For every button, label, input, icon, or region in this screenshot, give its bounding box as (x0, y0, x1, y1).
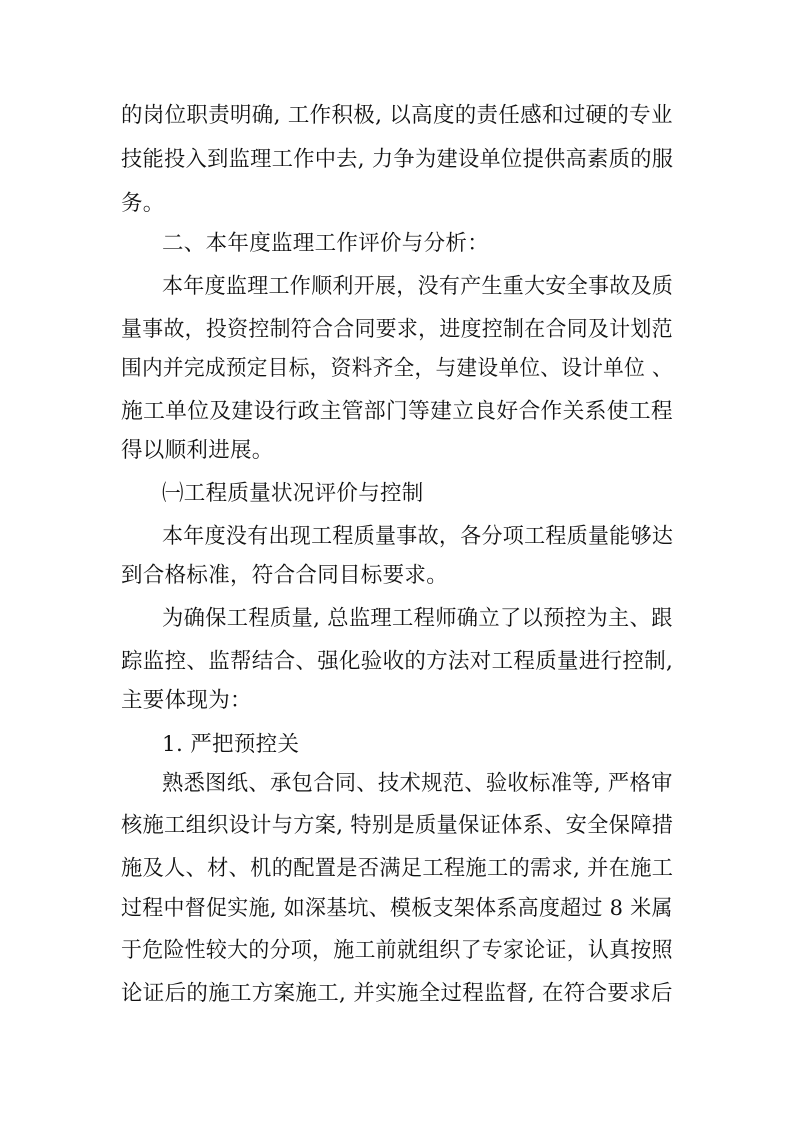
text-line: 到合格标准，符合合同目标要求。 (121, 563, 449, 588)
text-line: 本年度监理工作顺利开展，没有产生重大安全事故及质 (162, 274, 674, 299)
text-line: 核施工组织设计与方案, 特别是质量保证体系、安全保障措 (121, 813, 674, 838)
subsection-heading: ㈠工程质量状况评价与控制 (162, 481, 424, 506)
text-line: 的岗位职责明确, 工作积极, 以高度的责任感和过硬的专业 (121, 103, 673, 128)
text-line: 过程中督促实施, 如深基坑、模板支架体系高度超过 8 米属 (121, 896, 673, 921)
text-line: 踪监控、监帮结合、强化验收的方法对工程质量进行控制, (121, 649, 674, 674)
section-heading: 二、本年度监理工作评价与分析： (162, 231, 490, 256)
text-line: 围内并完成预定目标，资料齐全，与建设单位、设计单位 、 (121, 356, 673, 381)
text-line: 得以顺利进展。 (121, 438, 274, 463)
text-line: 主要体现为： (121, 688, 252, 713)
text-line: 论证后的施工方案施工, 并实施全过程监督, 在符合要求后 (121, 981, 673, 1006)
text-line: 施及人、材、机的配置是否满足工程施工的需求, 并在施工 (121, 856, 674, 881)
text-line: 于危险性较大的分项，施工前就组织了专家论证，认真按照 (121, 938, 673, 963)
text-line: 为确保工程质量, 总监理工程师确立了以预控为主、跟 (162, 606, 673, 631)
text-line: 本年度没有出现工程质量事故，各分项工程质量能够达 (162, 524, 674, 549)
text-line: 技能投入到监理工作中去, 力争为建设单位提供高素质的服 (121, 147, 674, 172)
text-line: 务。 (121, 191, 165, 216)
list-item-heading: 1. 严把预控关 (162, 732, 300, 757)
text-line: 施工单位及建设行政主管部门等建立良好合作关系使工程 (121, 399, 674, 424)
text-line: 量事故，投资控制符合合同要求，进度控制在合同及计划范 (121, 317, 673, 342)
text-line: 熟悉图纸、承包合同、技术规范、验收标准等, 严格审 (162, 771, 673, 796)
